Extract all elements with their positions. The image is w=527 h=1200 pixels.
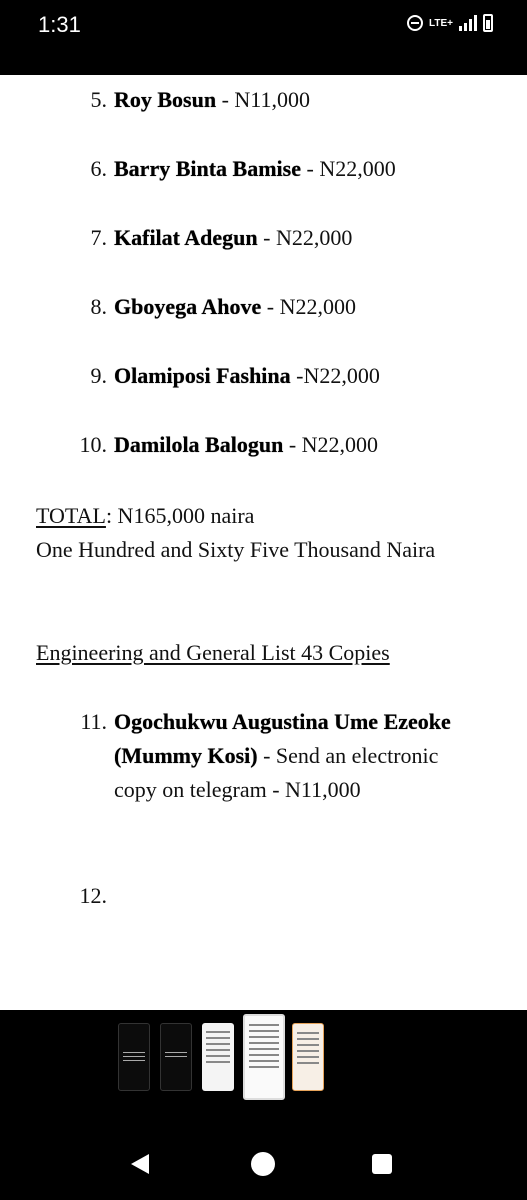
- navigation-bar: [0, 1128, 527, 1200]
- thumbnail[interactable]: [118, 1023, 150, 1091]
- list-name: Ogochukwu Augustina Ume Ezeoke (Mummy Kosi): [114, 709, 451, 768]
- list-number: 5.: [90, 87, 107, 112]
- thumbnail[interactable]: [202, 1023, 234, 1091]
- total-words: One Hundred and Sixty Five Thousand Naira: [36, 537, 436, 562]
- signal-icon: [459, 15, 477, 31]
- list-name: Damilola Balogun: [114, 432, 284, 457]
- list-name: Roy Bosun: [114, 87, 217, 112]
- network-type: LTE+: [429, 17, 453, 29]
- total-value: : N165,000 naira: [105, 503, 255, 528]
- battery-icon: [483, 14, 493, 32]
- thumbnail[interactable]: [292, 1023, 324, 1091]
- list-number: 8.: [90, 294, 107, 319]
- list-number: 9.: [90, 363, 107, 388]
- list-name: Kafilat Adegun: [114, 225, 258, 250]
- section-heading: Engineering and General List 43 Copies: [36, 640, 390, 665]
- list-detail: - Send an electronic copy on telegram - N11,000: [114, 743, 439, 802]
- status-bar: [0, 0, 527, 75]
- list-name: Olamiposi Fashina: [114, 363, 291, 388]
- list-detail: - N22,000: [261, 294, 357, 319]
- total-label: TOTAL: [36, 503, 106, 528]
- total-paragraph: [36, 499, 496, 567]
- list-detail: - N11,000: [216, 87, 310, 112]
- recents-icon[interactable]: [372, 1154, 392, 1174]
- thumbnail-active[interactable]: [243, 1014, 285, 1100]
- list-detail: - N22,000: [283, 432, 379, 457]
- list-detail: -N22,000: [290, 363, 380, 388]
- list-number: 11.: [80, 709, 107, 734]
- do-not-disturb-icon: [407, 15, 423, 31]
- list-name: Gboyega Ahove: [114, 294, 262, 319]
- list-detail: - N22,000: [301, 156, 396, 181]
- thumbnail[interactable]: [160, 1023, 192, 1091]
- list-number: 10.: [79, 432, 107, 457]
- list-number: 6.: [90, 156, 107, 181]
- list-detail: - N22,000: [257, 225, 353, 250]
- back-icon[interactable]: [131, 1154, 149, 1174]
- thumbnail-strip: [0, 1010, 527, 1128]
- status-icons: [407, 14, 493, 32]
- home-icon[interactable]: [251, 1152, 275, 1176]
- list-number: 12.: [79, 883, 107, 908]
- list-name: Barry Binta Bamise: [114, 156, 301, 181]
- status-time: 1:31: [38, 12, 81, 37]
- list-number: 7.: [90, 225, 107, 250]
